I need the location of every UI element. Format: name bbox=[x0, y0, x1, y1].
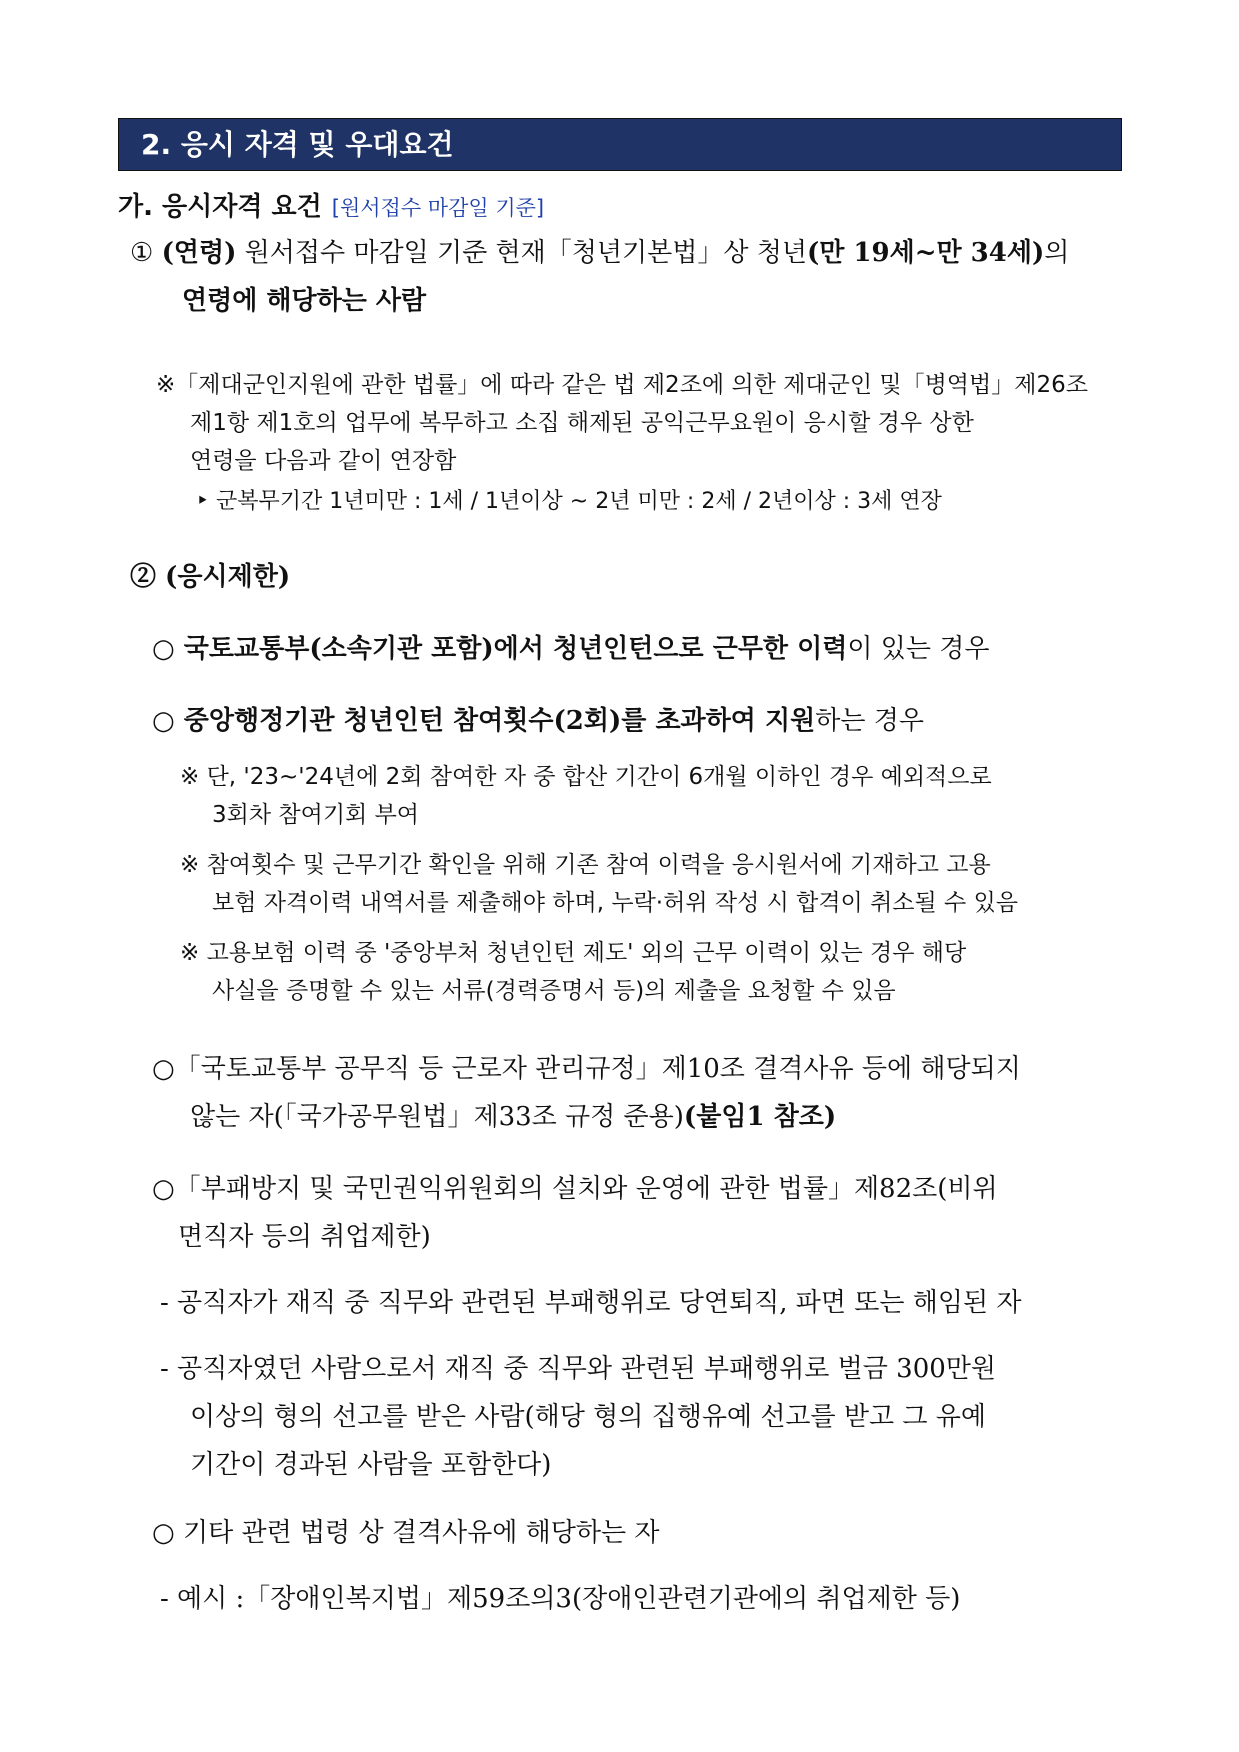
restriction-4-line1: ○「부패방지 및 국민권익위원회의 설치와 운영에 관한 법률」제82조(비위 bbox=[152, 1174, 998, 1204]
restriction-2-note3-line1: ※ 고용보험 이력 중 '중앙부처 청년인턴 제도' 외의 근무 이력이 있는 경우 해당 bbox=[180, 940, 967, 966]
restriction-4-detail2-line3: 기간이 경과된 사람을 포함한다) bbox=[190, 1450, 552, 1480]
restriction-4-detail1: - 공직자가 재직 중 직무와 관련된 부패행위로 당연퇴직, 파면 또는 해임된 자 bbox=[160, 1288, 1022, 1318]
item1-label: (연령) bbox=[161, 238, 237, 268]
section-title: 2. 응시 자격 및 우대요건 bbox=[118, 118, 1122, 171]
restriction-4-detail2-line1: - 공직자였던 사람으로서 재직 중 직무와 관련된 부패행위로 벌금 300만원 bbox=[160, 1354, 997, 1384]
restriction-4-line2: 면직자 등의 취업제한) bbox=[178, 1222, 431, 1252]
subsection-note: [원서접수 마감일 기준] bbox=[331, 196, 545, 220]
item1-text: 원서접수 마감일 기준 현재「청년기본법」상 청년 bbox=[236, 238, 807, 268]
restriction-2 bbox=[152, 700, 924, 737]
item1-text-end: 의 bbox=[1044, 238, 1070, 268]
item1-line1 bbox=[130, 232, 1069, 269]
restriction-4-detail2-line2: 이상의 형의 선고를 받은 사람(해당 형의 집행유예 선고를 받고 그 유예 bbox=[190, 1402, 987, 1432]
restriction-5-example: - 예시 :「장애인복지법」제59조의3(장애인관련기관에의 취업제한 등) bbox=[160, 1584, 961, 1614]
restriction-2-bold: ○ 중앙행정기관 청년인턴 참여횟수(2회)를 초과하여 지원 bbox=[152, 706, 816, 736]
restriction-2-note3-line2: 사실을 증명할 수 있는 서류(경력증명서 등)의 제출을 요청할 수 있음 bbox=[212, 978, 896, 1004]
restriction-3-ref: (붙임1 참조) bbox=[683, 1102, 837, 1132]
item1-note-line3: 연령을 다음과 같이 연장함 bbox=[190, 448, 457, 474]
restriction-2-rest: 하는 경우 bbox=[815, 706, 924, 736]
item1-note-line1: ※「제대군인지원에 관한 법률」에 따라 같은 법 제2조에 의한 제대군인 및「병역법」제26조 bbox=[156, 372, 1088, 398]
restriction-1-bold: ○ 국토교통부(소속기관 포함)에서 청년인턴으로 근무한 이력 bbox=[152, 634, 848, 664]
restriction-3-line1: ○「국토교통부 공무직 등 근로자 관리규정」제10조 결격사유 등에 해당되지 bbox=[152, 1054, 1021, 1084]
item1-number: ① bbox=[130, 238, 162, 268]
item1-bullet: ‣ 군복무기간 1년미만 : 1세 / 1년이상 ~ 2년 미만 : 2세 / 2년이상 : 3세 연장 bbox=[196, 489, 942, 514]
restriction-3-text: 않는 자(「국가공무원법」제33조 규정 준용) bbox=[190, 1102, 684, 1132]
restriction-2-note1-line1: ※ 단, '23~'24년에 2회 참여한 자 중 합산 기간이 6개월 이하인 경우 예외적으로 bbox=[180, 764, 992, 790]
item1-age-range: (만 19세~만 34세) bbox=[806, 238, 1045, 268]
restriction-3-line2 bbox=[190, 1096, 836, 1133]
item1-line2: 연령에 해당하는 사람 bbox=[182, 286, 427, 316]
item1-note-line2: 제1항 제1호의 업무에 복무하고 소집 해제된 공익근무요원이 응시할 경우 상한 bbox=[190, 410, 974, 436]
restriction-1-rest: 이 있는 경우 bbox=[847, 634, 990, 664]
restriction-5: ○ 기타 관련 법령 상 결격사유에 해당하는 자 bbox=[152, 1518, 660, 1548]
restriction-1 bbox=[152, 628, 989, 665]
restriction-2-note2-line2: 보험 자격이력 내역서를 제출해야 하며, 누락·허위 작성 시 합격이 취소될 수 있음 bbox=[212, 890, 1019, 916]
subsection-title: 가. 응시자격 요건 bbox=[118, 192, 322, 222]
subsection-heading bbox=[118, 186, 544, 223]
item2-title: ② (응시제한) bbox=[130, 562, 291, 592]
restriction-2-note1-line2: 3회차 참여기회 부여 bbox=[212, 802, 419, 828]
restriction-2-note2-line1: ※ 참여횟수 및 근무기간 확인을 위해 기존 참여 이력을 응시원서에 기재하고 고용 bbox=[180, 852, 991, 878]
